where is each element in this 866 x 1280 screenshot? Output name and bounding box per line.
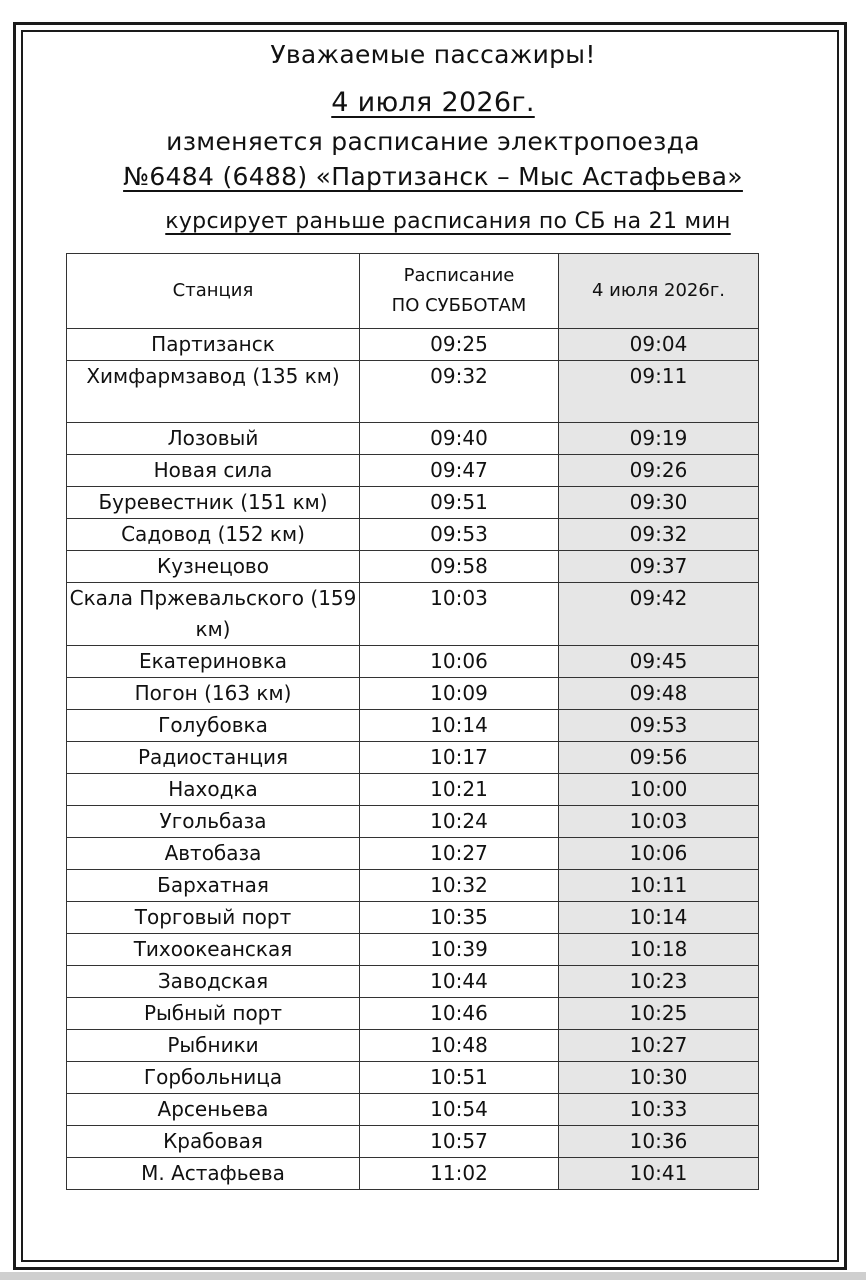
notice-date-text: 4 июля 2026г. (331, 87, 535, 118)
schedule-table (66, 253, 759, 1190)
station-cell: Погон (163 км) (67, 678, 360, 710)
saturday-time-cell: 10:44 (360, 966, 559, 998)
changed-time-cell: 09:42 (559, 583, 759, 646)
header-saturday-line1: Расписание (403, 265, 515, 286)
saturday-time-cell: 09:40 (360, 423, 559, 455)
header-changed-date: 4 июля 2026г. (559, 254, 759, 329)
page-shadow (0, 1272, 866, 1280)
station-cell: Рыбники (67, 1030, 360, 1062)
schedule-body (67, 329, 759, 1190)
table-row (67, 966, 759, 998)
changed-time-cell: 09:56 (559, 742, 759, 774)
saturday-time-cell: 10:39 (360, 934, 559, 966)
table-row (67, 934, 759, 966)
saturday-time-cell: 10:09 (360, 678, 559, 710)
station-cell: Лозовый (67, 423, 360, 455)
saturday-time-cell: 10:21 (360, 774, 559, 806)
notice-shift-info-text: курсирует раньше расписания по СБ на 21 мин (165, 209, 731, 234)
station-cell: Угольбаза (67, 806, 360, 838)
table-row (67, 774, 759, 806)
saturday-time-cell: 10:54 (360, 1094, 559, 1126)
station-cell: Бархатная (67, 870, 360, 902)
station-cell: Тихоокеанская (67, 934, 360, 966)
station-cell: Кузнецово (67, 551, 360, 583)
header-station: Станция (67, 254, 360, 329)
table-row (67, 329, 759, 361)
changed-time-cell: 10:41 (559, 1158, 759, 1190)
changed-time-cell: 09:48 (559, 678, 759, 710)
station-cell: Заводская (67, 966, 360, 998)
saturday-time-cell: 09:47 (360, 455, 559, 487)
notice-date (30, 87, 836, 118)
table-row (67, 838, 759, 870)
table-row (67, 423, 759, 455)
table-row (67, 455, 759, 487)
changed-time-cell: 09:32 (559, 519, 759, 551)
table-row (67, 646, 759, 678)
station-cell: Голубовка (67, 710, 360, 742)
saturday-time-cell: 10:35 (360, 902, 559, 934)
saturday-time-cell: 10:06 (360, 646, 559, 678)
changed-time-cell: 10:06 (559, 838, 759, 870)
saturday-time-cell: 09:51 (360, 487, 559, 519)
table-row (67, 487, 759, 519)
changed-time-cell: 10:36 (559, 1126, 759, 1158)
station-cell: Новая сила (67, 455, 360, 487)
saturday-time-cell: 11:02 (360, 1158, 559, 1190)
notice-train-route-text: №6484 (6488) «Партизанск – Мыс Астафьева» (123, 162, 743, 191)
table-row (67, 583, 759, 646)
table-row (67, 806, 759, 838)
changed-time-cell: 09:37 (559, 551, 759, 583)
notice-greeting: Уважаемые пассажиры! (270, 40, 596, 69)
table-row (67, 742, 759, 774)
saturday-time-cell: 10:51 (360, 1062, 559, 1094)
table-row (67, 998, 759, 1030)
changed-time-cell: 09:19 (559, 423, 759, 455)
table-row (67, 1062, 759, 1094)
station-cell: Рыбный порт (67, 998, 360, 1030)
table-row (67, 710, 759, 742)
changed-time-cell: 10:00 (559, 774, 759, 806)
table-row (67, 361, 759, 423)
station-cell: Екатериновка (67, 646, 360, 678)
station-cell: Радиостанция (67, 742, 360, 774)
station-cell: Садовод (152 км) (67, 519, 360, 551)
changed-time-cell: 10:03 (559, 806, 759, 838)
table-row (67, 519, 759, 551)
table-row (67, 1126, 759, 1158)
saturday-time-cell: 10:32 (360, 870, 559, 902)
saturday-time-cell: 09:53 (360, 519, 559, 551)
station-cell: Находка (67, 774, 360, 806)
changed-time-cell: 10:27 (559, 1030, 759, 1062)
notice-line-schedule-change: изменяется расписание электропоезда (166, 127, 700, 156)
changed-time-cell: 10:33 (559, 1094, 759, 1126)
changed-time-cell: 10:18 (559, 934, 759, 966)
saturday-time-cell: 10:24 (360, 806, 559, 838)
saturday-time-cell: 10:48 (360, 1030, 559, 1062)
table-row (67, 551, 759, 583)
changed-time-cell: 10:23 (559, 966, 759, 998)
changed-time-cell: 10:11 (559, 870, 759, 902)
station-cell: Автобаза (67, 838, 360, 870)
changed-time-cell: 09:26 (559, 455, 759, 487)
station-cell: Буревестник (151 км) (67, 487, 360, 519)
notice-shift-info (30, 209, 866, 234)
table-row (67, 902, 759, 934)
saturday-time-cell: 10:03 (360, 583, 559, 646)
header-saturday (360, 254, 559, 329)
saturday-time-cell: 09:58 (360, 551, 559, 583)
station-cell: Партизанск (67, 329, 360, 361)
changed-time-cell: 09:53 (559, 710, 759, 742)
changed-time-cell: 09:45 (559, 646, 759, 678)
table-row (67, 870, 759, 902)
station-cell: Химфармзавод (135 км) (67, 361, 360, 423)
station-cell: Арсеньева (67, 1094, 360, 1126)
saturday-time-cell: 10:57 (360, 1126, 559, 1158)
table-row (67, 1158, 759, 1190)
changed-time-cell: 10:25 (559, 998, 759, 1030)
saturday-time-cell: 10:46 (360, 998, 559, 1030)
changed-time-cell: 10:14 (559, 902, 759, 934)
station-cell: Крабовая (67, 1126, 360, 1158)
header-saturday-line2: ПО СУББОТАМ (391, 295, 527, 316)
table-row (67, 1094, 759, 1126)
saturday-time-cell: 09:25 (360, 329, 559, 361)
changed-time-cell: 09:11 (559, 361, 759, 423)
schedule-header-row (67, 254, 759, 329)
station-cell: Горбольница (67, 1062, 360, 1094)
saturday-time-cell: 10:17 (360, 742, 559, 774)
notice-train-route (30, 162, 836, 191)
changed-time-cell: 09:30 (559, 487, 759, 519)
station-cell: Торговый порт (67, 902, 360, 934)
changed-time-cell: 10:30 (559, 1062, 759, 1094)
table-row (67, 678, 759, 710)
station-cell: Скала Пржевальского (159 км) (67, 583, 360, 646)
saturday-time-cell: 09:32 (360, 361, 559, 423)
station-cell: М. Астафьева (67, 1158, 360, 1190)
saturday-time-cell: 10:27 (360, 838, 559, 870)
changed-time-cell: 09:04 (559, 329, 759, 361)
table-row (67, 1030, 759, 1062)
saturday-time-cell: 10:14 (360, 710, 559, 742)
